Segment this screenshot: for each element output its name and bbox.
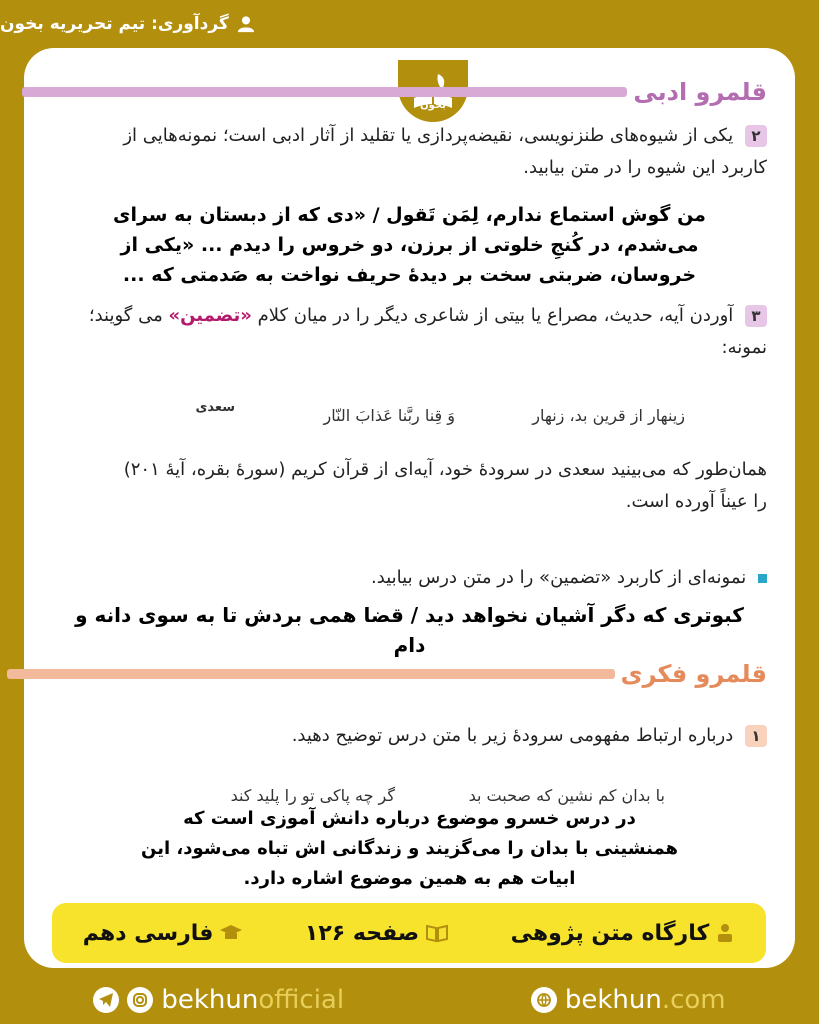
poem-left-hemistich: وَ قِنا ربَّنا عَذابَ النّار — [323, 406, 455, 425]
question-2 — [52, 120, 767, 184]
intellectual-bar — [7, 669, 615, 679]
question-1 — [52, 720, 767, 752]
answer-line3: خروسان، ضربتی سخت بر دیدهٔ حریف نواخت به صَدمتی که ... — [122, 264, 697, 286]
poem-left-hemistich: گر چه پاکی تو را پلید کند — [230, 786, 395, 805]
question-text: درباره ارتباط مفهومی سرودهٔ زیر با متن درس توضیح دهید. — [291, 725, 734, 746]
question-number: ۲ — [745, 125, 767, 147]
website-text: bekhun.com — [564, 985, 726, 1015]
bottom-bar — [0, 976, 819, 1024]
instagram-icon — [127, 987, 153, 1013]
answer-line1: من گوش استماع ندارم، لِمَن تَقول / «دی که از دبستان به سرای — [113, 204, 706, 226]
poem-right-hemistich: با بدان کم نشین که صحبت بد — [468, 786, 665, 805]
answer-line2: همنشینی با بدان را می‌گزیند و زندگانی اش تباه می‌شود، این — [141, 838, 678, 859]
answer-1 — [64, 804, 755, 894]
open-book-icon — [425, 923, 449, 943]
credit-text: گردآوری: تیم تحریریه بخون — [0, 14, 229, 34]
literary-title: قلمرو ادبی — [633, 78, 767, 106]
bullet-question-text: نمونه‌ای از کاربرد «تضمین» را در متن درس بیابید. — [371, 567, 747, 588]
handle-text: bekhunofficial — [161, 985, 345, 1015]
answer-line3: ابیات هم به همین موضوع اشاره دارد. — [243, 868, 576, 889]
bullet-square-icon — [758, 574, 767, 583]
telegram-icon — [93, 987, 119, 1013]
poem-author: سعدی — [195, 400, 235, 415]
answer-line1: در درس خسرو موضوع درباره دانش آموزی است که — [183, 808, 636, 829]
footer-page — [305, 921, 449, 946]
user-icon — [237, 15, 255, 33]
question-text-post: می گویند؛ — [88, 305, 163, 326]
answer-2 — [64, 200, 755, 290]
intellectual-title: قلمرو فکری — [620, 660, 767, 688]
explanation-line1: همان‌طور که می‌بینید سعدی در سرودهٔ خود، آیه‌ای از قرآن کریم (سورهٔ بقره، آیهٔ ۲۰۱) — [123, 459, 767, 480]
explanation-line2: را عیناً آورده است. — [625, 491, 767, 512]
page-card — [24, 48, 795, 968]
poem-right-hemistich: زینهار از قرین بد، زنهار — [532, 406, 685, 425]
book-label: فارسی دهم — [82, 920, 214, 946]
question-3 — [52, 300, 767, 364]
website-link[interactable] — [531, 985, 726, 1015]
question-number: ۳ — [745, 305, 767, 327]
teacher-icon — [715, 923, 735, 943]
logo-text: بخون — [420, 100, 446, 111]
credit — [0, 14, 255, 34]
answer-line2: می‌شدم، در کُنجِ خلوتی از برزن، دو خروس را دیدم ... «یکی از — [120, 234, 699, 256]
question-number: ۱ — [745, 725, 767, 747]
footer-bar — [52, 903, 766, 963]
page-label: صفحه ۱۲۶ — [304, 920, 420, 946]
top-bar — [0, 0, 819, 48]
example-label: نمونه: — [721, 337, 767, 358]
social-handle[interactable] — [93, 985, 344, 1015]
literary-section-header — [22, 78, 767, 106]
literary-bar — [22, 87, 627, 97]
answer-3: کبوتری که دگر آشیان نخواهد دید / قضا همی بردش تا به سوی دانه و دام — [75, 603, 744, 657]
explanation — [52, 454, 767, 518]
bullet-question — [52, 562, 767, 594]
question-text-line2: کاربرد این شیوه را در متن بیابید. — [523, 157, 767, 178]
highlight-term: «تضمین» — [168, 305, 252, 326]
question-text-line1: یکی از شیوه‌های طنزنویسی، نقیضه‌پردازی یا تقلید از آثار ادبی است؛ نمونه‌هایی از — [123, 125, 734, 146]
footer-workshop — [511, 921, 736, 946]
graduation-cap-icon — [219, 923, 243, 943]
intellectual-section-header — [7, 660, 767, 688]
footer-book — [83, 921, 244, 946]
globe-icon — [531, 987, 557, 1013]
question-text-pre: آوردن آیه، حدیث، مصراع یا بیتی از شاعری دیگر را در میان کلام — [257, 305, 734, 326]
workshop-label: کارگاه متن پژوهی — [510, 920, 710, 946]
